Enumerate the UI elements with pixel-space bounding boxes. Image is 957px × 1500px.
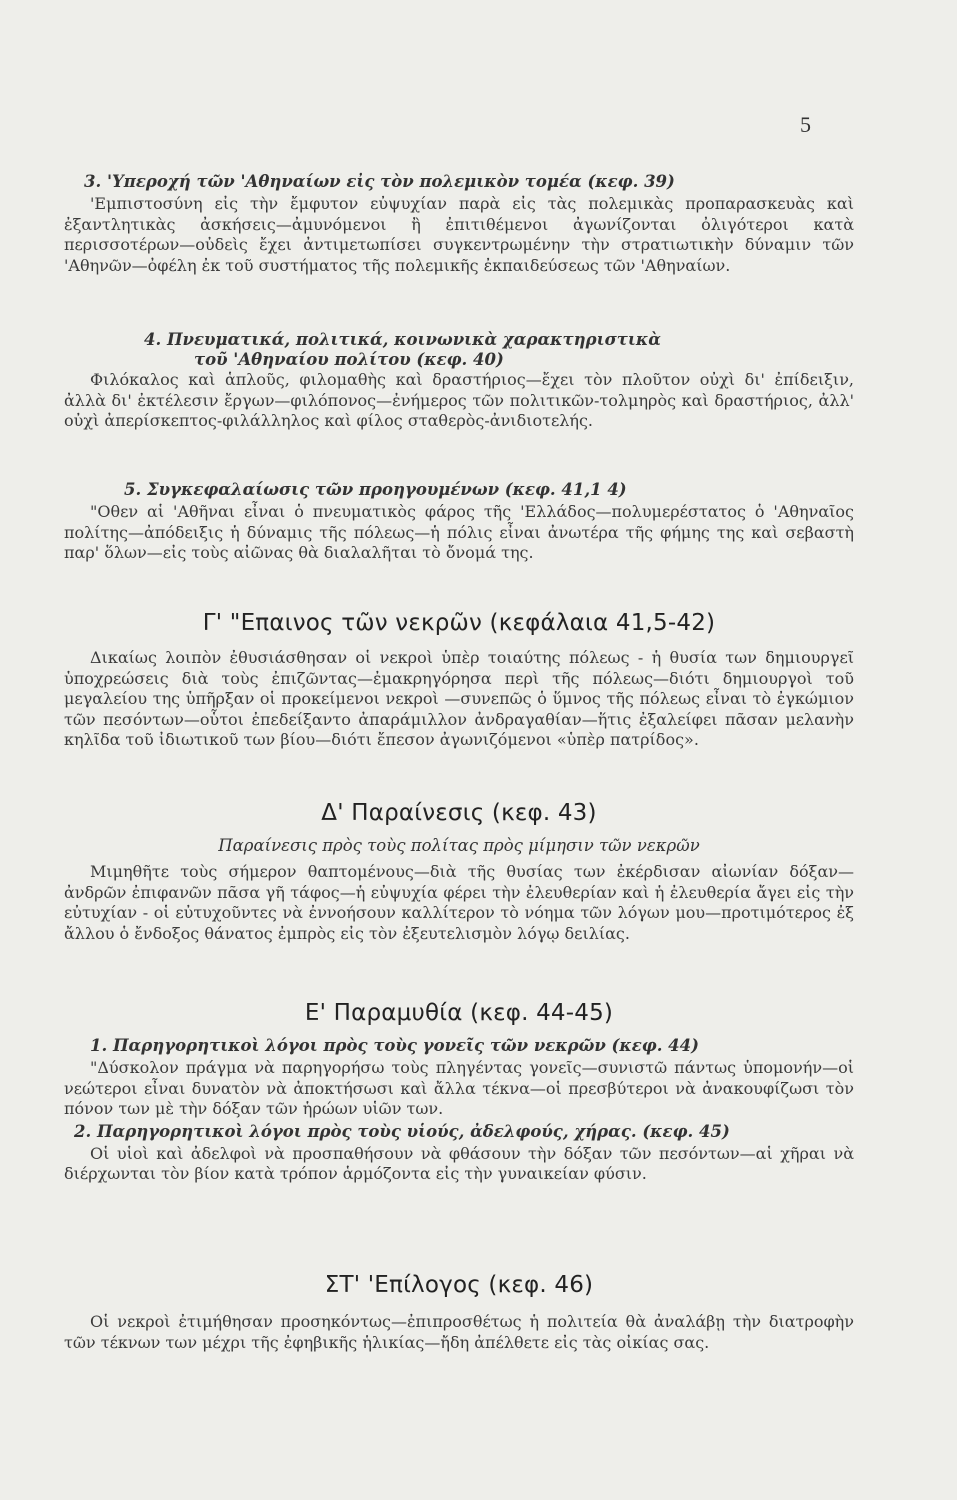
chapter-delta-text [64,862,854,944]
section-4-text [64,370,854,432]
section-5-heading: 5. Συγκεφαλαίωσις τῶν προηγουμένων (κεφ. 41,1 4) [124,480,627,499]
chapter-delta-paragraph: Μιμηθῆτε τοὺς σήμερον θαπτομένους—διὰ τῆς θυσίας των ἐκέρδισαν αἰωνίαν δόξαν—ἀνδρῶν ἐπιφανῶν πᾶσα γῆ τάφος—ἡ εὐψυχία φέρει τὴν ἐλευθερίαν καὶ ἡ ἐλευθερία ἄγει εἰς τὴν εὐτυχίαν - οἱ εὐτυχοῦντες νὰ ἐννοήσουν καλλίτερον τὸ νόημα τῶν λόγων μου—προτιμότερος ἐξ ἄλλου ὁ ἔνδοξος θάνατος ἐμπρὸς εἰς τὸν ἐξευτελισμὸν λόγῳ δειλίας. [64,862,854,943]
chapter-epsilon [64,1000,854,1185]
section-5-paragraph: "Οθεν αἱ 'Αθῆναι εἶναι ὁ πνευματικὸς φάρος τῆς 'Ελλάδος—πολυμερέστατος ὁ 'Αθηναῖος πολίτης—ἀπόδειξις ἡ δύναμις τῆς πόλεως—ἡ πόλις εἶναι ἀνωτέρα τῆς φήμης της καὶ σεβαστὴ παρ' ὅλων—εἰς τοὺς αἰῶνας θὰ διαλαλῆται τὸ ὄνομά της. [64,502,854,562]
chapter-stigma-title: ΣΤ' 'Επίλογος (κεφ. 46) [324,1272,594,1298]
chapter-gamma [64,610,854,751]
section-4-heading-line2: τοῦ 'Αθηναίου πολίτου (κεφ. 40) [194,350,504,369]
chapter-gamma-paragraph: Δικαίως λοιπὸν ἐθυσιάσθησαν οἱ νεκροὶ ὑπὲρ τοιαύτης πόλεως - ἡ θυσία των δημιουργεῖ ὑποχρεώσεις διὰ τοὺς ἐπιζῶντας—ἐμακρηγόρησα περὶ τῆς πόλεως—διότι δημιουργοὶ τοῦ μεγαλείου της ὑπῆρξαν οἱ προκείμενοι νεκροὶ —συνεπῶς ὁ ὕμνος τῆς πόλεως εἶναι τὸ ἐγκώμιον τῶν πεσόντων—οὗτοι ἐπεδείξαντο ἀπαράμιλλον ἀνδραγαθίαν—ἥτις ἐξαλείφει πᾶσαν μελανὴν κηλῖδα τοῦ ἰδιωτικοῦ των βίου—διότι ἔπεσον ἀγωνιζόμενοι «ὑπὲρ πατρίδος». [64,648,854,749]
chapter-delta-subtitle: Παραίνεσις πρὸς τοὺς πολίτας πρὸς μίμησιν τῶν νεκρῶν [218,836,700,855]
section-3-text [64,194,854,276]
section-3-paragraph: 'Εμπιστοσύνη εἰς τὴν ἔμφυτον εὐψυχίαν παρὰ εἰς τὰς πολεμικὰς προπαρασκευὰς καὶ ἐξαντλητικὰς ἀσκήσεις—ἀμυνόμενοι ἢ ἐπιτιθέμενοι ἀγωνίζονται ὀλιγότεροι κατὰ περισσοτέρων—οὐδεὶς ἔχει ἀντιμετωπίσει συγκεντρωμένην τὴν στρατιωτικὴν δύναμιν τῶν 'Αθηνῶν—ὀφέλη ἐκ τοῦ συστήματος τῆς πολεμικῆς ἐκπαιδεύσεως τῶν 'Αθηναίων. [64,194,854,275]
section-4-paragraph: Φιλόκαλος καὶ ἁπλοῦς, φιλομαθὴς καὶ δραστήριος—ἔχει τὸν πλοῦτον οὐχὶ δι' ἐπίδειξιν, ἀλλὰ δι' ἐκτέλεσιν ἔργων—φιλόπονος—ἐνήμερος τῶν πολιτικῶν-τολμηρὸς καὶ δραστήριος, ἀλλ' οὐχὶ ἀπερίσκεπτος-φιλάλληλος καὶ φίλος σταθερὸς-ἀνιδιοτελής. [64,370,854,430]
section-4 [64,330,854,432]
consolation-parents-heading: 1. Παρηγορητικοὶ λόγοι πρὸς τοὺς γονεῖς τῶν νεκρῶν (κεφ. 44) [90,1036,699,1055]
section-5 [64,478,854,564]
consolation-children-paragraph: Οἱ υἱοὶ καὶ ἀδελφοὶ νὰ προσπαθήσουν νὰ φθάσουν τὴν δόξαν τῶν πεσόντων—αἱ χῆραι νὰ διέρχωνται τὸν βίον κατὰ τρόπον ἁρμόζοντα εἰς τὴν γυναικείαν φύσιν. [64,1143,854,1183]
section-3-heading: 3. 'Υπεροχή τῶν 'Αθηναίων εἰς τὸν πολεμικὸν τομέα (κεφ. 39) [84,172,675,191]
consolation-parents-text [64,1058,854,1120]
section-5-text [64,502,854,564]
chapter-stigma-text [64,1312,854,1353]
chapter-gamma-text [64,648,854,751]
chapter-gamma-title: Γ' "Επαινος τῶν νεκρῶν (κεφάλαια 41,5-42) [202,610,716,636]
chapter-stigma-paragraph: Οἱ νεκροὶ ἐτιμήθησαν προσηκόντως—ἐπιπροσθέτως ἡ πολιτεία θὰ ἀναλάβῃ τὴν διατροφὴν τῶν τέκνων των μέχρι τῆς ἐφηβικῆς ἡλικίας—ἤδη ἀπέλθετε εἰς τὰς οἰκίας σας. [64,1312,854,1352]
section-4-heading-line1: 4. Πνευματικά, πολιτικά, κοινωνικὰ χαρακτηριστικὰ [144,330,661,349]
consolation-parents-paragraph: "Δύσκολον πράγμα νὰ παρηγορήσω τοὺς πληγέντας γονεῖς—συνιστῶ πάντως ὑπομονήν—οἱ νεώτεροι εἶναι δυνατὸν νὰ ἀποκτήσωσι καὶ ἄλλα τέκνα—οἱ πρεσβύτεροι νὰ ἀνακουφίζωσι τὸν πόνον των μὲ τὴν δόξαν τῶν ἡρώων υἱῶν των. [64,1058,854,1118]
consolation-children-heading: 2. Παρηγορητικοὶ λόγοι πρὸς τοὺς υἱούς, ἀδελφούς, χήρας. (κεφ. 45) [74,1121,730,1141]
page-number: 5 [800,112,811,137]
section-3 [64,170,854,276]
chapter-epsilon-title: Ε' Παραμυθία (κεφ. 44-45) [304,1000,614,1026]
chapter-delta [64,800,854,944]
chapter-delta-title: Δ' Παραίνεσις (κεφ. 43) [321,800,597,826]
chapter-stigma [64,1272,854,1353]
consolation-children-text [64,1144,854,1185]
